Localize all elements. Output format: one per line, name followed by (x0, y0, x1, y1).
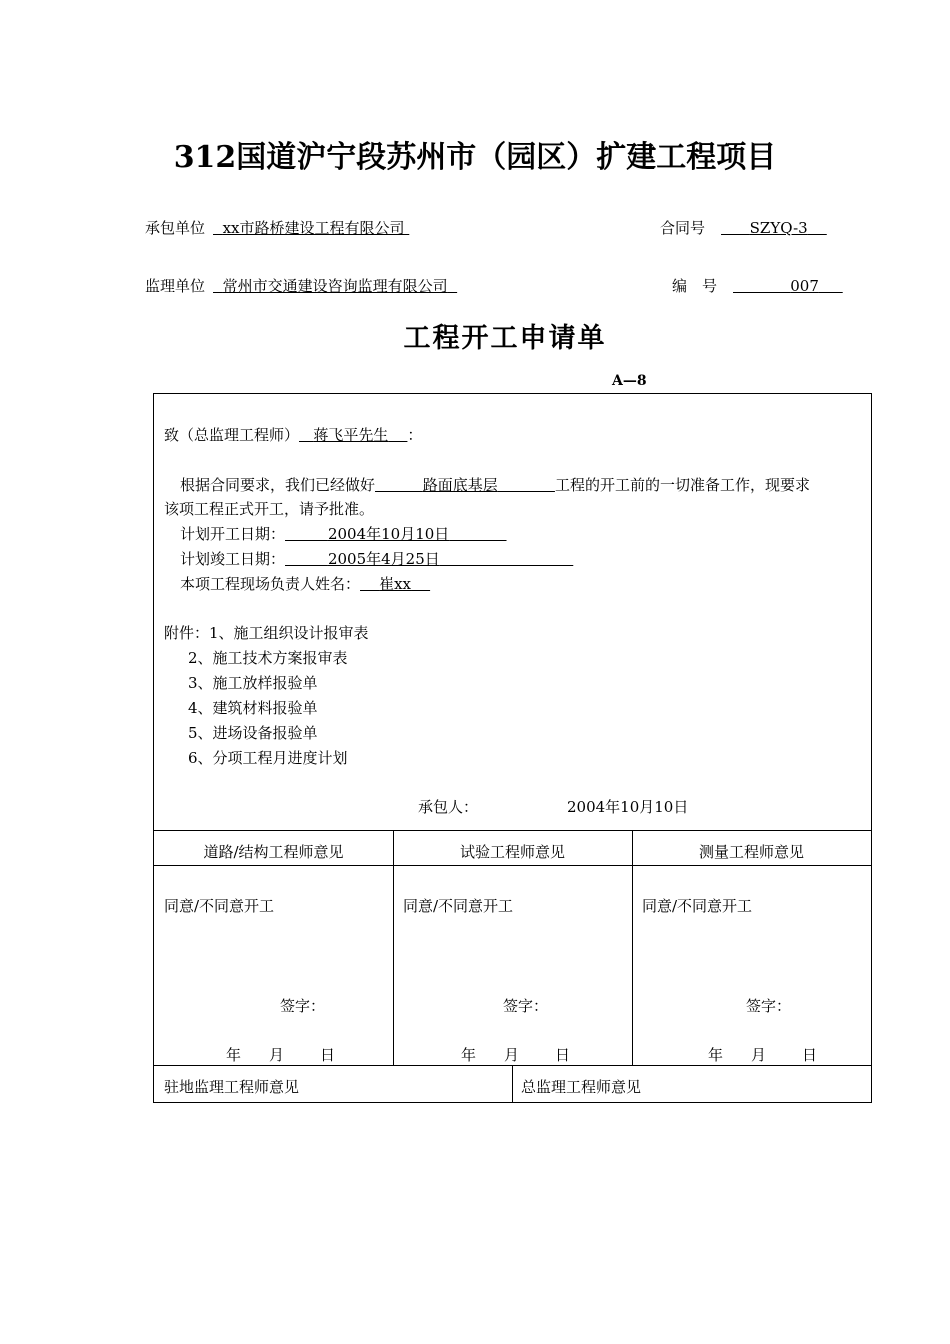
project-title: 312国道沪宁段苏州市（园区）扩建工程项目 (173, 140, 777, 175)
header-row-divider (154, 865, 871, 866)
request-paragraph-line2: 该项工程正式开工，请予批准。 (164, 500, 375, 518)
planned-start-line: 计划开工日期： 2004年10月10日 (180, 523, 507, 544)
form-title: 工程开工申请单 (403, 323, 607, 354)
road-engineer-date: 年 月 日 (226, 1046, 336, 1064)
planned-start-date: 2004年10月10日 (327, 525, 450, 543)
survey-engineer-opinion-text: 同意/不同意开工 (642, 897, 753, 915)
survey-engineer-signature: 签字： (746, 997, 792, 1015)
applicant-date: 2004年10月10日 (567, 798, 689, 816)
column-divider (632, 830, 633, 1065)
attachment-item: 6、分项工程月进度计划 (188, 749, 348, 767)
survey-engineer-opinion-header: 测量工程师意见 (698, 843, 804, 861)
test-engineer-date: 年 月 日 (461, 1046, 571, 1064)
contractor-label: 承包单位 (145, 219, 206, 237)
supervisor-value: 常州市交通建设咨询监理有限公司 (222, 277, 448, 295)
test-engineer-opinion-text: 同意/不同意开工 (403, 897, 514, 915)
attachment-item: 4、建筑材料报验单 (188, 699, 318, 717)
resident-supervisor-opinion-label: 驻地监理工程师意见 (164, 1078, 300, 1096)
survey-engineer-date: 年 月 日 (708, 1046, 818, 1064)
chief-supervisor-opinion-label: 总监理工程师意见 (521, 1078, 642, 1096)
contract-no-label: 合同号 (660, 219, 706, 237)
site-manager-name: 崔xx (379, 575, 412, 593)
number-label: 编 号 (672, 277, 718, 295)
road-engineer-opinion-header: 道路/结构工程师意见 (203, 843, 344, 861)
planned-end-line: 计划竣工日期： 2005年4月25日 (180, 548, 573, 569)
section-divider (154, 830, 871, 831)
addressee-line: 致（总监理工程师） 蒋飞平先生 ： (164, 426, 423, 444)
supervisor-row (145, 275, 457, 296)
attachment-item: 1、施工组织设计报审表 (209, 624, 369, 642)
supervisor-label: 监理单位 (145, 277, 206, 295)
footer-column-divider (512, 1065, 513, 1102)
contractor-row (145, 217, 409, 238)
attachments-line: 附件：1、施工组织设计报审表 (164, 624, 369, 642)
work-item: 路面底基层 (422, 476, 498, 494)
form-code: A—8 (612, 373, 647, 389)
attachment-item: 5、进场设备报验单 (188, 724, 318, 742)
number-value: 007 (790, 277, 819, 295)
addressee-name: 蒋飞平先生 (313, 426, 389, 444)
number-row (672, 275, 843, 296)
test-engineer-signature: 签字： (503, 997, 549, 1015)
road-engineer-signature: 签字： (280, 997, 326, 1015)
request-paragraph-line1: 根据合同要求，我们已经做好 路面底基层 工程的开工前的一切准备工作，现要求 (180, 476, 810, 494)
planned-end-date: 2005年4月25日 (327, 550, 440, 568)
site-manager-line: 本项工程现场负责人姓名： 崔xx (180, 573, 430, 594)
contractor-value: xx市路桥建设工程有限公司 (222, 219, 405, 237)
attachment-item: 3、施工放样报验单 (188, 674, 318, 692)
contract-no-row (660, 217, 827, 238)
attachment-item: 2、施工技术方案报审表 (188, 649, 348, 667)
test-engineer-opinion-header: 试验工程师意见 (459, 843, 565, 861)
applicant-label: 承包人： (418, 798, 479, 816)
contract-no-value: SZYQ-3 (749, 219, 808, 237)
road-engineer-opinion-text: 同意/不同意开工 (164, 897, 275, 915)
application-form-table (153, 393, 872, 1103)
column-divider (393, 830, 394, 1065)
